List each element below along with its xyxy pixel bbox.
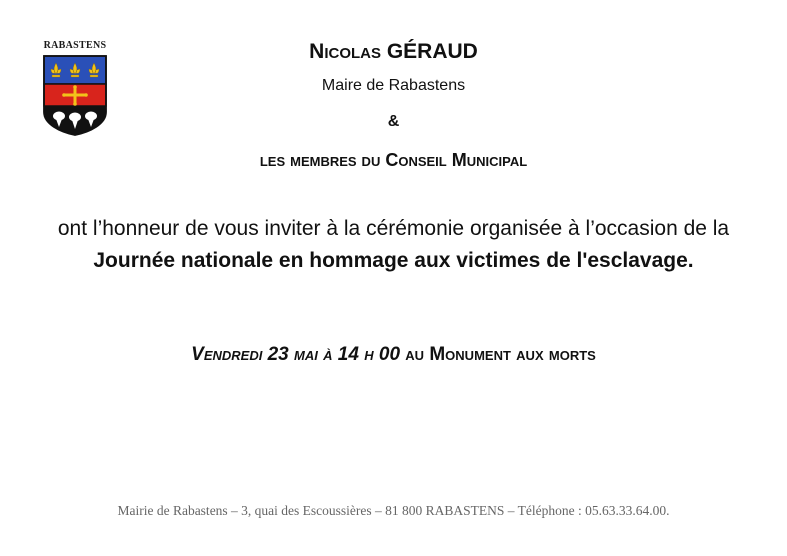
- crest-title: RABASTENS: [43, 40, 107, 51]
- invitation-text-regular: ont l’honneur de vous inviter à la cérémonie organisée à l’occasion de la: [57, 217, 730, 240]
- footer-address: Mairie de Rabastens – 3, quai des Escoussières – 81 800 RABASTENS – Téléphone : 05.63.33.64.00.: [117, 503, 670, 518]
- event-place: au Monument aux morts: [400, 344, 596, 365]
- invitation-text: [40, 213, 747, 277]
- event-line: [0, 344, 787, 366]
- event-date: Vendredi 23 mai à 14 h 00: [191, 344, 401, 365]
- invitation-text-bold: Journée nationale en hommage aux victimes de l'esclavage.: [93, 249, 694, 272]
- ampersand: &: [387, 113, 400, 130]
- mayor-name: Nicolas GÉRAUD: [309, 40, 478, 63]
- mayor-role: Maire de Rabastens: [321, 77, 466, 94]
- council-line: les membres du Conseil Municipal: [259, 150, 528, 170]
